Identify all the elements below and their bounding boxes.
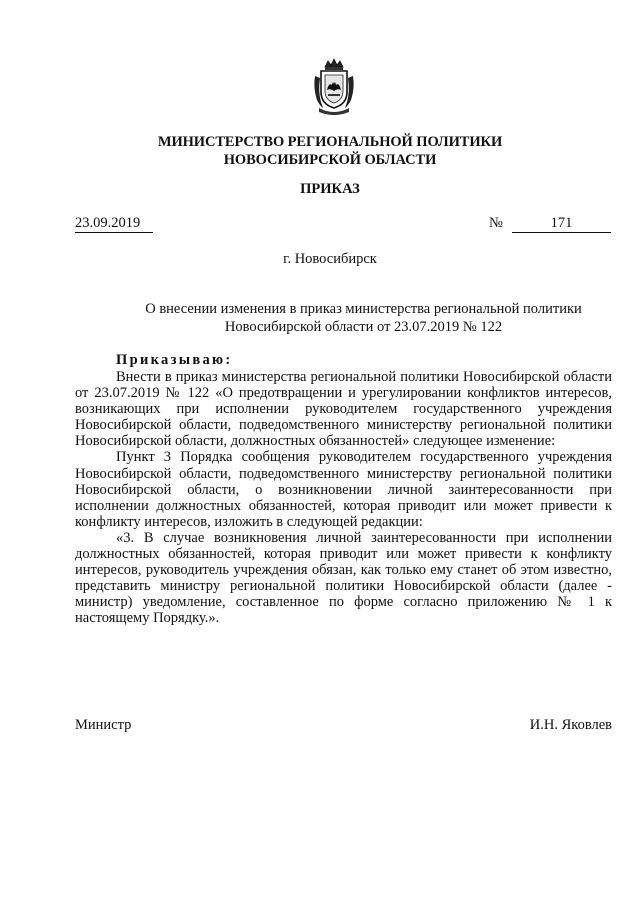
order-number: 171 (512, 214, 611, 233)
signatory-position: Министр (75, 717, 132, 733)
subject-line2: Новосибирской области от 23.07.2019 № 122 (224, 319, 503, 335)
order-word: Приказываю: (116, 352, 233, 368)
order-body (75, 369, 612, 627)
body-paragraph: Пункт 3 Порядка сообщения руководителем государственного учреждения Новосибирской области, подведомственного министерству региональной политики Новосибирской области, о возникновении личной заинтересованности при исполнении должностных обязанностей, которая приводит или может привести к конфликту интересов, изложить в следующей редакции: (75, 449, 612, 530)
ministry-name-line1: МИНИСТЕРСТВО РЕГИОНАЛЬНОЙ ПОЛИТИКИ (157, 134, 503, 150)
city-location: г. Новосибирск (283, 251, 377, 267)
order-date: 23.09.2019 (75, 214, 153, 233)
signatory-name: И.Н. Яковлев (529, 717, 612, 733)
subject-line1: О внесении изменения в приказ министерства региональной политики (145, 301, 582, 317)
ministry-name-line2: НОВОСИБИРСКОЙ ОБЛАСТИ (223, 152, 437, 168)
document-type-title: ПРИКАЗ (300, 181, 360, 197)
body-paragraph: Внести в приказ министерства региональной политики Новосибирской области от 23.07.2019 № 122 «О предотвращении и урегулировании конфликтов интересов, возникающих при исполнении руководителем государственного учреждения Новосибирской области, подведомственного министерству региональной политики Новосибирской области, должностных обязанностей» следующее изменение: (75, 369, 612, 450)
order-subject (100, 300, 627, 336)
body-paragraph: «3. В случае возникновения личной заинтересованности при исполнении должностных обязанностей, которая приводит или может привести к конфликту интересов, руководитель учреждения обязан, как только ему станет об этом известно, представить министру региональной политики Новосибирской области (далее - министр) уведомление, составленное по форме согласно приложению № 1 к настоящему Порядку.». (75, 529, 612, 627)
number-sign: № (489, 215, 503, 231)
coat-of-arms-icon (311, 58, 357, 116)
